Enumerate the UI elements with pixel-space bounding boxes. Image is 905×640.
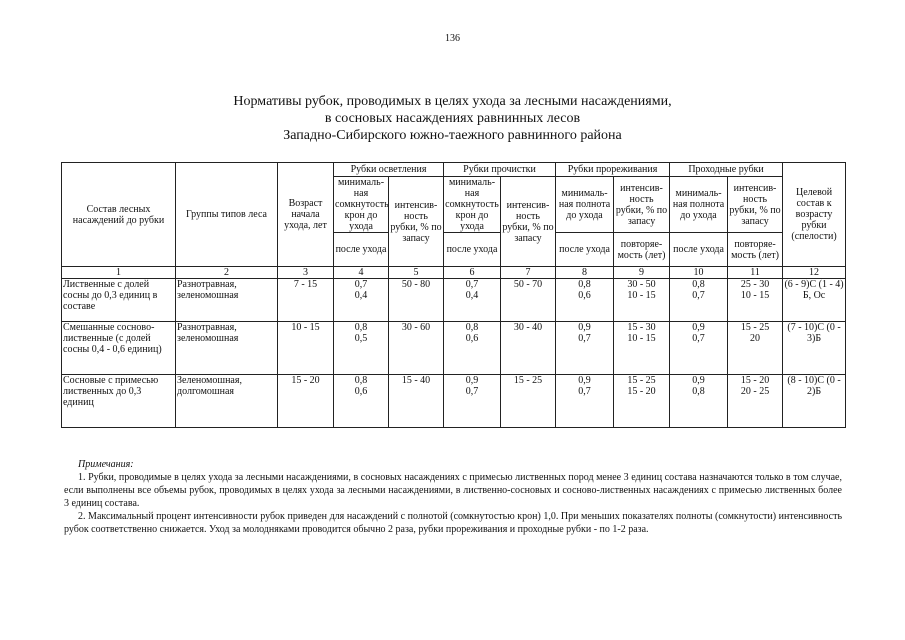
cell-age: 10 - 15 <box>278 322 334 375</box>
cell-thinning-intensity <box>614 375 670 428</box>
column-number: 4 <box>334 267 389 279</box>
note-2: 2. Максимальный процент интенсивности рубок приведен для насаждений с полнотой (сомкнутостью крон) 1,0. При меньших показателях полноты (сомкнутости) интенсивность рубок соответственно снижается. Уход за молодняками проводится обычно 2 раза, рубки прореживания и проходные рубки - по 1-2 раза. <box>64 511 842 535</box>
header-cleaning: Рубки прочистки <box>444 163 556 177</box>
cell-target: (8 - 10)С (0 - 2)Б <box>783 375 846 428</box>
cell-cleaning-values <box>444 375 501 428</box>
cell-value: 0,7 <box>354 279 368 290</box>
header-min-density: минималь-ная полнота до ухода <box>556 177 614 233</box>
notes-heading: Примечания: <box>78 459 134 470</box>
cell-value: 15 - 20 <box>740 375 770 386</box>
header-start-age: Возраст начала ухода, лет <box>278 163 334 267</box>
header-thinning: Рубки прореживания <box>556 163 670 177</box>
cell-cleaning-intensity: 50 - 70 <box>501 279 556 322</box>
column-number: 10 <box>670 267 728 279</box>
cell-thinning-values <box>556 375 614 428</box>
cell-age: 7 - 15 <box>278 279 334 322</box>
cell-lightening-intensity: 15 - 40 <box>389 375 444 428</box>
cell-value: 0,7 <box>465 386 479 397</box>
cell-cleaning-values <box>444 279 501 322</box>
cell-value: 0,8 <box>692 279 705 290</box>
cell-composition: Лиственные с долей сосны до 0,3 единиц в составе <box>62 279 176 322</box>
cell-group: Разнотравная, зеленомошная <box>176 322 278 375</box>
cell-value: 0,4 <box>465 290 479 301</box>
cell-value: 0,7 <box>578 333 591 344</box>
cell-thinning-values <box>556 322 614 375</box>
cell-thinning-intensity <box>614 322 670 375</box>
column-number: 11 <box>728 267 783 279</box>
cell-group: Разнотравная, зеленомошная <box>176 279 278 322</box>
cell-thinning-values <box>556 279 614 322</box>
cell-cleaning-values <box>444 322 501 375</box>
header-composition: Состав лесных насаждений до рубки <box>62 163 176 267</box>
cell-passage-intensity <box>728 322 783 375</box>
cell-value: 0,6 <box>578 290 591 301</box>
title-line-2: в сосновых насаждениях равнинных лесов <box>324 111 581 126</box>
cell-composition: Смешанные сосново-лиственные (с долей сосны 0,4 - 0,6 единиц) <box>62 322 176 375</box>
notes <box>64 458 842 536</box>
cell-value: 0,7 <box>578 386 591 397</box>
header-lightening: Рубки осветления <box>334 163 444 177</box>
column-number: 7 <box>501 267 556 279</box>
cell-value: 0,7 <box>692 290 705 301</box>
column-number: 6 <box>444 267 501 279</box>
column-number: 5 <box>389 267 444 279</box>
note-1: 1. Рубки, проводимые в целях ухода за лесными насаждениями, в сосновых насаждениях с примесью лиственных пород менее 3 единиц состава назначаются только в том случае, если выполнены все объемы рубок, проводимых в целях ухода за лесными насаждениями, в лиственно-сосновых и сосново-лиственных насаждениях с примесью лиственных более 3 единиц состава. <box>64 472 842 509</box>
header-repeat: повторяе-мость (лет) <box>614 233 670 267</box>
header-intensity-pct: интенсив-ность рубки, % по запасу <box>389 177 444 267</box>
cell-value: 0,7 <box>465 279 479 290</box>
cell-value: 30 - 50 <box>627 279 656 290</box>
cell-value: 0,8 <box>578 279 591 290</box>
table-row <box>62 375 846 428</box>
cell-lightening-values <box>334 322 389 375</box>
column-number: 8 <box>556 267 614 279</box>
header-after-care: после ухода <box>334 233 389 267</box>
header-after-care: после ухода <box>556 233 614 267</box>
cell-value: 10 - 15 <box>627 290 656 301</box>
cell-value: 10 - 15 <box>740 290 770 301</box>
cell-age: 15 - 20 <box>278 375 334 428</box>
cell-value: 20 <box>750 333 761 344</box>
cell-passage-intensity <box>728 279 783 322</box>
cell-passage-values <box>670 322 728 375</box>
header-intensity-stock: интенсив-ность рубки, % по запасу <box>614 177 670 233</box>
column-number: 9 <box>614 267 670 279</box>
cell-passage-intensity <box>728 375 783 428</box>
header-intensity-pct: интенсив-ность рубки, % по запасу <box>501 177 556 267</box>
cell-lightening-intensity: 50 - 80 <box>389 279 444 322</box>
table-row <box>62 322 846 375</box>
header-intensity-stock: интенсив-ность рубки, % по запасу <box>728 177 783 233</box>
cell-target: (7 - 10)С (0 - 3)Б <box>783 322 846 375</box>
cell-value: 0,6 <box>465 333 479 344</box>
cell-value: 0,8 <box>354 322 368 333</box>
cell-value: 0,9 <box>578 375 591 386</box>
cell-value: 15 - 25 <box>740 322 770 333</box>
norms-table <box>61 162 846 428</box>
cell-target: (6 - 9)С (1 - 4) Б, Ос <box>783 279 846 322</box>
header-min-density: минималь-ная полнота до ухода <box>670 177 728 233</box>
document-title <box>0 93 905 144</box>
cell-value: 0,9 <box>578 322 591 333</box>
header-target: Целевой состав к возрасту рубки (спелости) <box>783 163 846 267</box>
cell-lightening-values <box>334 375 389 428</box>
header-passage: Проходные рубки <box>670 163 783 177</box>
column-number-row <box>62 267 846 279</box>
cell-value: 0,8 <box>354 375 368 386</box>
column-number: 3 <box>278 267 334 279</box>
cell-value: 0,6 <box>354 386 368 397</box>
cell-value: 15 - 30 <box>627 322 656 333</box>
cell-value: 0,5 <box>354 333 368 344</box>
cell-group: Зеленомошная, долгомошная <box>176 375 278 428</box>
cell-value: 20 - 25 <box>740 386 770 397</box>
cell-value: 0,8 <box>465 322 479 333</box>
cell-value: 0,9 <box>465 375 479 386</box>
column-number: 1 <box>62 267 176 279</box>
cell-passage-values <box>670 279 728 322</box>
table-row <box>62 279 846 322</box>
column-number: 2 <box>176 267 278 279</box>
header-min-crown: минималь-ная сомкнутость крон до ухода <box>335 177 389 232</box>
header-min-crown: минималь-ная сомкнутость крон до ухода <box>445 177 499 232</box>
cell-lightening-values <box>334 279 389 322</box>
title-line-1: Нормативы рубок, проводимых в целях ухода за лесными насаждениями, <box>233 94 672 109</box>
cell-value: 0,9 <box>692 322 705 333</box>
cell-cleaning-intensity: 30 - 40 <box>501 322 556 375</box>
cell-passage-values <box>670 375 728 428</box>
cell-value: 10 - 15 <box>627 333 656 344</box>
cell-lightening-intensity: 30 - 60 <box>389 322 444 375</box>
header-after-care: после ухода <box>444 233 501 267</box>
cell-value: 15 - 20 <box>627 386 656 397</box>
cell-composition: Сосновые с примесью лиственных до 0,3 единиц <box>62 375 176 428</box>
cell-cleaning-intensity: 15 - 25 <box>501 375 556 428</box>
header-forest-type-groups: Группы типов леса <box>176 163 278 267</box>
cell-thinning-intensity <box>614 279 670 322</box>
column-number: 12 <box>783 267 846 279</box>
cell-value: 15 - 25 <box>627 375 656 386</box>
cell-value: 25 - 30 <box>740 279 770 290</box>
cell-value: 0,4 <box>354 290 368 301</box>
page-number: 136 <box>445 33 460 44</box>
cell-value: 0,7 <box>692 333 705 344</box>
title-line-3: Западно-Сибирского южно-таежного равнинного района <box>283 128 622 143</box>
header-after-care: после ухода <box>670 233 728 267</box>
cell-value: 0,9 <box>692 375 705 386</box>
header-repeat: повторяе-мость (лет) <box>728 233 783 267</box>
cell-value: 0,8 <box>692 386 705 397</box>
